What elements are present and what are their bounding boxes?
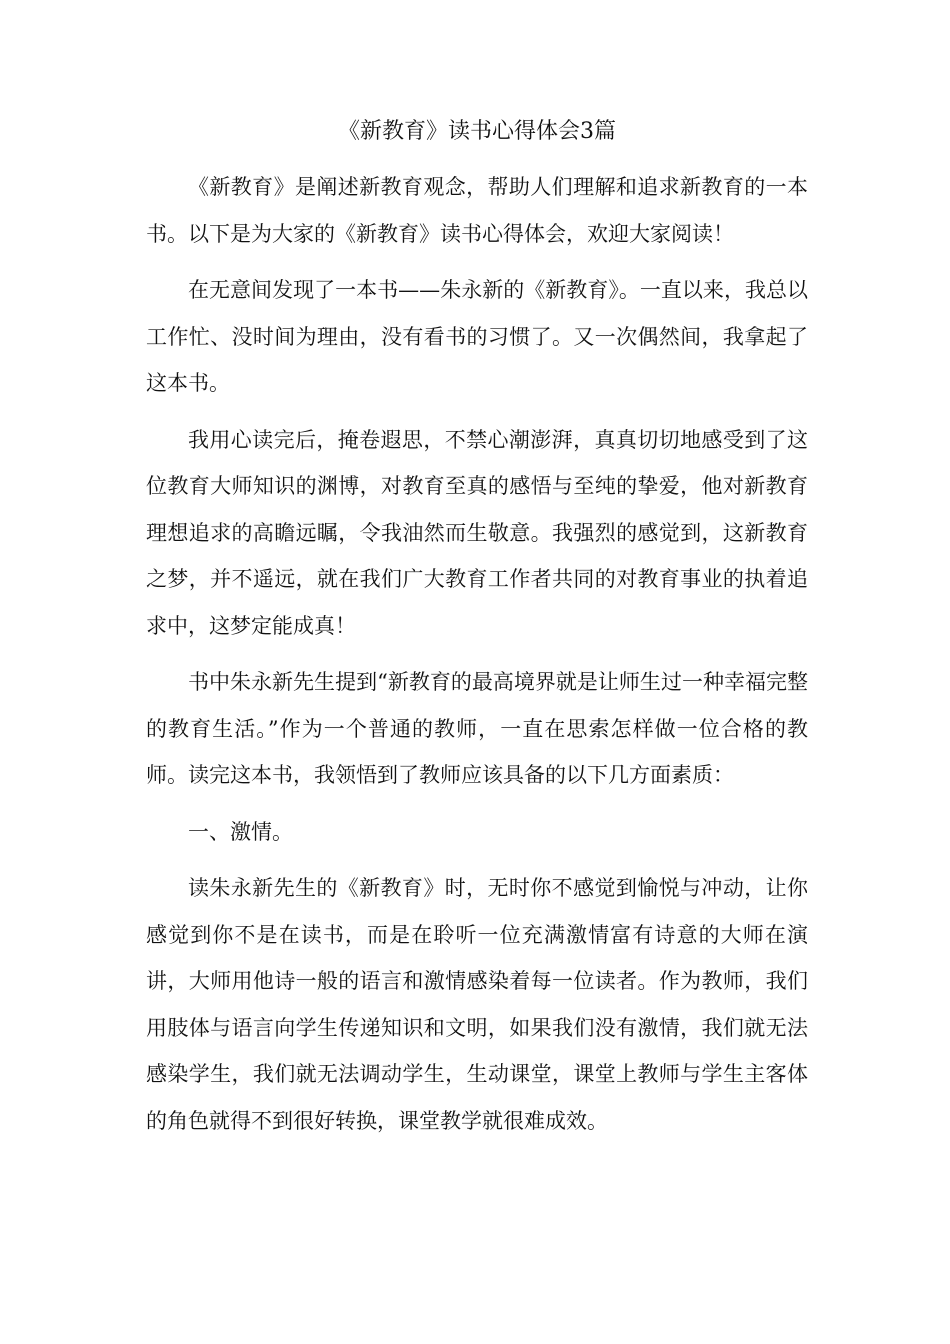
paragraph-intro: 《新教育》是阐述新教育观念，帮助人们理解和追求新教育的一本书。以下是为大家的《新教育》读书心得体会，欢迎大家阅读！	[146, 175, 808, 246]
paragraph-reflection: 我用心读完后，掩卷遐思，不禁心潮澎湃，真真切切地感受到了这位教育大师知识的渊博，对教育至真的感悟与至纯的挚爱，他对新教育理想追求的高瞻远瞩，令我油然而生敬意。我强烈的感觉到，这新教育之梦，并不遥远，就在我们广大教育工作者共同的对教育事业的执着追求中，这梦定能成真！	[146, 427, 808, 638]
document-title: 《新教育》读书心得体会3篇	[338, 119, 616, 144]
paragraph-discovery: 在无意间发现了一本书——朱永新的《新教育》。一直以来，我总以工作忙、没时间为理由，没有看书的习惯了。又一次偶然间，我拿起了这本书。	[146, 278, 808, 395]
paragraph-quote: 书中朱永新先生提到“新教育的最高境界就是让师生过一种幸福完整的教育生活。”作为一个普通的教师，一直在思索怎样做一位合格的教师。读完这本书，我领悟到了教师应该具备的以下几方面素质：	[146, 670, 808, 787]
section-heading-passion: 一、激情。	[188, 819, 293, 844]
document-body	[146, 108, 808, 1154]
paragraph-passion: 读朱永新先生的《新教育》时，无时你不感觉到愉悦与冲动，让你感觉到你不是在读书，而是在聆听一位充满激情富有诗意的大师在演讲，大师用他诗一般的语言和激情感染着每一位读者。作为教师，我们用肢体与语言向学生传递知识和文明，如果我们没有激情，我们就无法感染学生，我们就无法调动学生，生动课堂，课堂上教师与学生主客体的角色就得不到很好转换，课堂教学就很难成效。	[146, 876, 808, 1133]
